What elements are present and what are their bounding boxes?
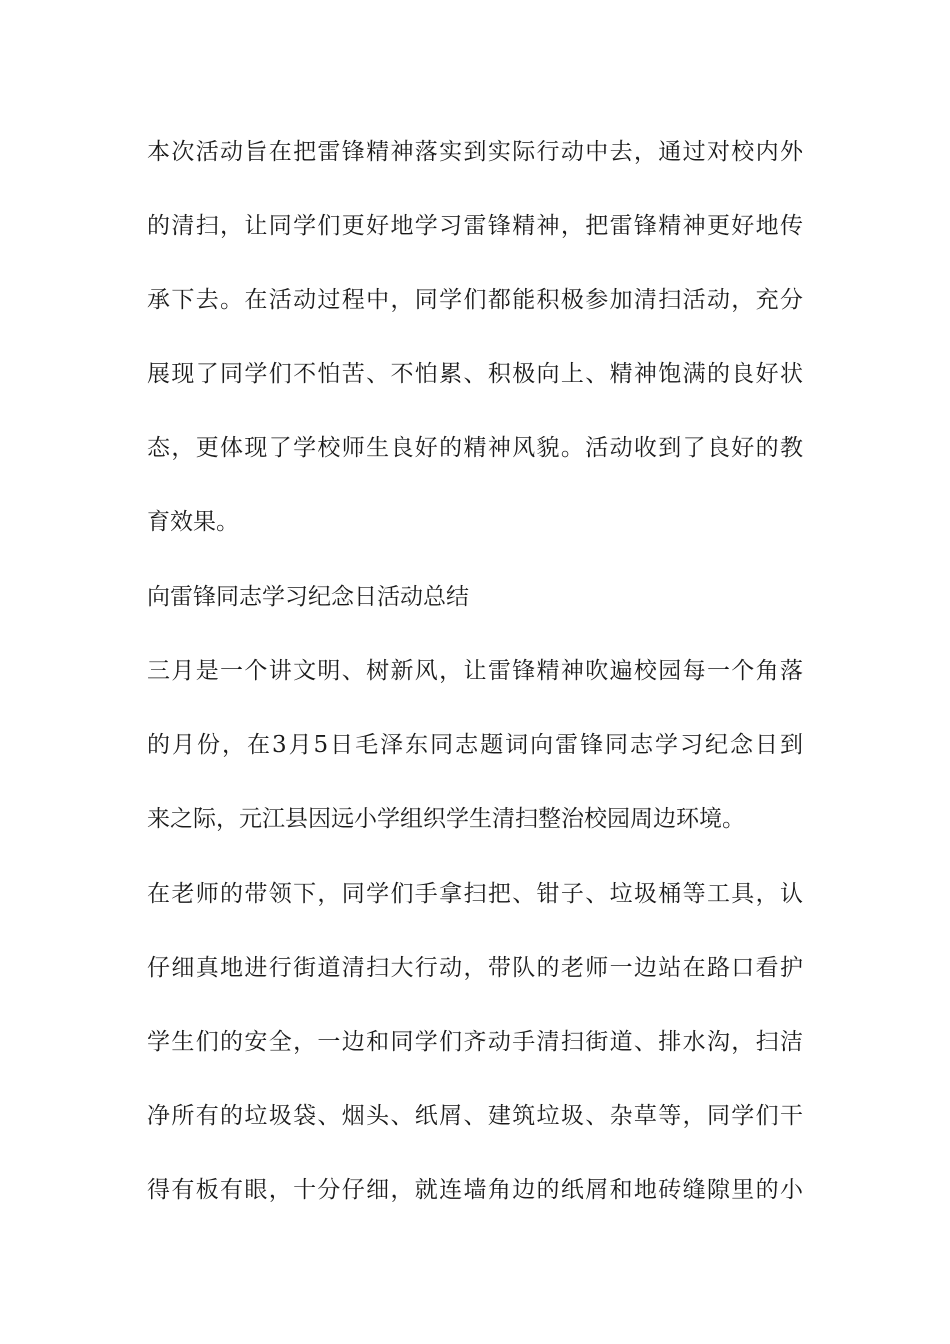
- paragraph-line: 承下去。在活动过程中，同学们都能积极参加清扫活动，充分: [147, 287, 803, 313]
- paragraph-line: 净所有的垃圾袋、烟头、纸屑、建筑垃圾、杂草等，同学们干: [147, 1103, 803, 1129]
- paragraph-line: 展现了同学们不怕苦、不怕累、积极向上、精神饱满的良好状: [147, 361, 803, 387]
- section-heading: 向雷锋同志学习纪念日活动总结: [147, 584, 469, 610]
- paragraph-line: 的清扫，让同学们更好地学习雷锋精神，把雷锋精神更好地传: [147, 213, 803, 239]
- paragraph-line: 三月是一个讲文明、树新风，让雷锋精神吹遍校园每一个角落: [147, 658, 803, 684]
- paragraph-line: 的月份，在3月5日毛泽东同志题词向雷锋同志学习纪念日到: [147, 732, 803, 758]
- paragraph-line: 本次活动旨在把雷锋精神落实到实际行动中去，通过对校内外: [147, 139, 803, 165]
- paragraph-line: 得有板有眼，十分仔细，就连墙角边的纸屑和地砖缝隙里的小: [147, 1177, 803, 1203]
- paragraph-line: 态，更体现了学校师生良好的精神风貌。活动收到了良好的教: [147, 435, 803, 461]
- paragraph-line: 在老师的带领下，同学们手拿扫把、钳子、垃圾桶等工具，认: [147, 881, 803, 907]
- paragraph-line: 来之际，元江县因远小学组织学生清扫整治校园周边环境。: [147, 806, 745, 832]
- paragraph-line: 育效果。: [147, 509, 239, 535]
- paragraph-line: 学生们的安全，一边和同学们齐动手清扫街道、排水沟，扫洁: [147, 1029, 803, 1055]
- paragraph-line: 仔细真地进行街道清扫大行动，带队的老师一边站在路口看护: [147, 955, 803, 981]
